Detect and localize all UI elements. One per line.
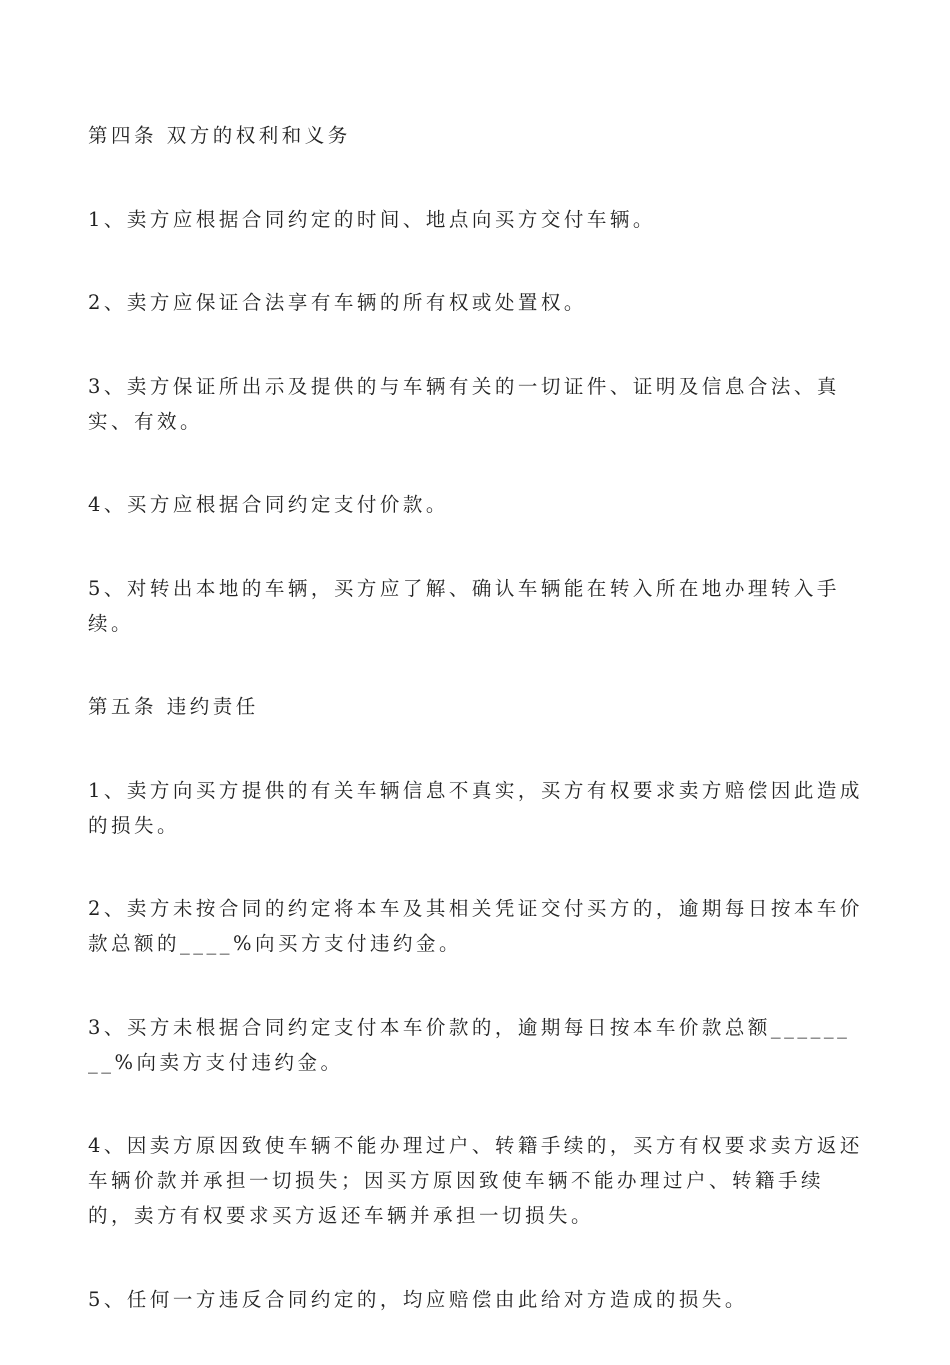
section-4-item-3: 3、卖方保证所出示及提供的与车辆有关的一切证件、证明及信息合法、真实、有效。 [88, 374, 840, 433]
section-4-item-4: 4、买方应根据合同约定支付价款。 [88, 493, 449, 516]
section-5-item-5: 5、任何一方违反合同约定的，均应赔偿由此给对方造成的损失。 [88, 1287, 748, 1311]
section-4-item-1: 1、卖方应根据合同约定的时间、地点向买方交付车辆。 [88, 207, 656, 231]
section-5-item-3: 3、买方未根据合同约定支付本车价款的，逾期每日按本车价款总额________%向卖方支付违约金。 [88, 1015, 851, 1074]
section-5-item-4: 4、因卖方原因致使车辆不能办理过户、转籍手续的，买方有权要求卖方返还车辆价款并承担一切损失；因买方原因致使车辆不能办理过户、转籍手续的，卖方有权要求买方返还车辆并承担一切损失。 [88, 1134, 863, 1227]
section-5-item-2: 2、卖方未按合同的约定将本车及其相关凭证交付买方的，逾期每日按本车价款总额的____%向买方支付违约金。 [88, 897, 863, 955]
section-5-heading: 第五条 违约责任 [88, 695, 259, 718]
document-body [88, 118, 863, 1365]
section-5-item-1: 1、卖方向买方提供的有关车辆信息不真实，买方有权要求卖方赔偿因此造成的损失。 [88, 778, 863, 837]
section-4-heading: 第四条 双方的权利和义务 [88, 124, 351, 147]
section-4-item-2: 2、卖方应保证合法享有车辆的所有权或处置权。 [88, 291, 587, 314]
section-4-item-5: 5、对转出本地的车辆，买方应了解、确认车辆能在转入所在地办理转入手续。 [88, 576, 840, 635]
